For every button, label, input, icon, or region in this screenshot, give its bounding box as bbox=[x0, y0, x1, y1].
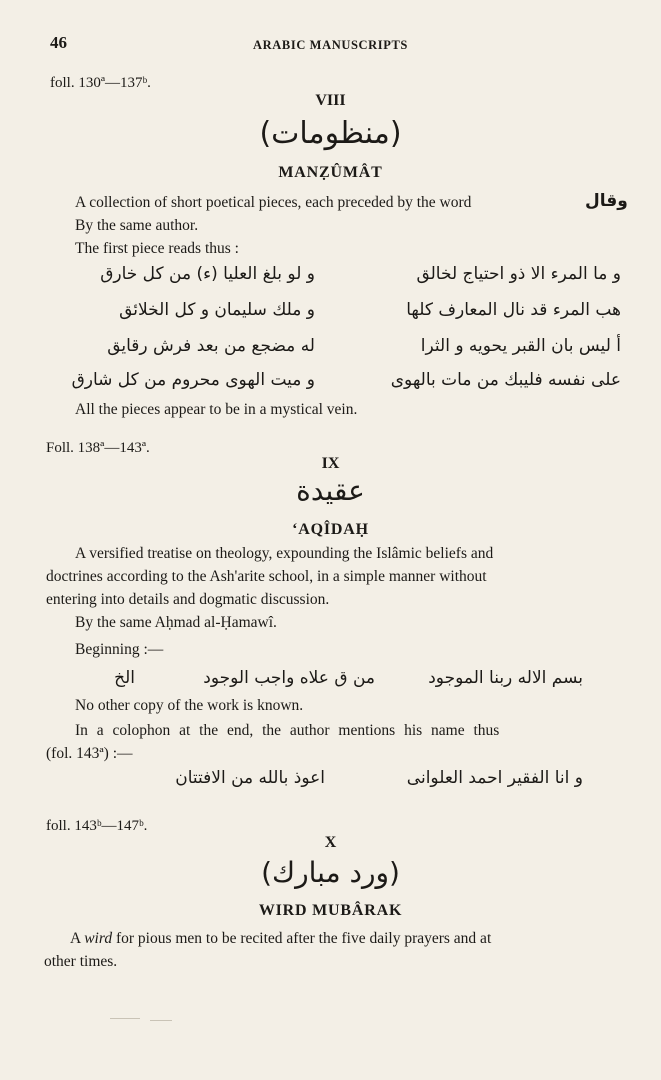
arabic-beginning-2: من ق علاه واجب الوجود bbox=[203, 668, 375, 688]
section-title-x: WIRD MUBÂRAK bbox=[258, 902, 403, 919]
body-line: A versified treatise on theology, expounding the Islâmic beliefs and bbox=[75, 545, 494, 562]
arabic-colophon-2: اعوذ بالله من الافتتان bbox=[175, 768, 325, 788]
body-text: for pious men to be recited after the five daily prayers and at bbox=[115, 930, 492, 947]
section-numeral-x: X bbox=[324, 834, 337, 851]
verse-right: هب المرء قد نال المعارف كلها bbox=[406, 300, 621, 320]
body-line: other times. bbox=[44, 953, 118, 970]
arabic-word-wa-qal: وقال bbox=[585, 191, 628, 211]
paper-smudge bbox=[150, 1020, 172, 1021]
body-line: No other copy of the work is known. bbox=[75, 697, 304, 714]
body-line: By the same Aḥmad al-Ḥamawî. bbox=[75, 614, 277, 631]
body-line-wird bbox=[70, 930, 491, 948]
section-numeral-ix: IX bbox=[321, 455, 340, 472]
body-line: entering into details and dogmatic discussion. bbox=[46, 591, 330, 608]
arabic-beginning-etc: الخ bbox=[114, 668, 135, 688]
body-line: By the same author. bbox=[75, 217, 199, 234]
italic-term: wird bbox=[84, 930, 113, 947]
arabic-title-viii: (منظومات) bbox=[259, 116, 402, 151]
page-number: 46 bbox=[50, 33, 67, 52]
body-line: (fol. 143ª) :— bbox=[46, 745, 133, 762]
body-line: doctrines according to the Ash'arite school, in a simple manner without bbox=[46, 568, 487, 585]
arabic-colophon-1: و انا الفقير احمد العلوانى bbox=[406, 768, 583, 788]
section-title-ix: ʻAQÎDAḤ bbox=[292, 521, 369, 538]
section-title-viii: MANẒÛMÂT bbox=[278, 164, 383, 181]
verse-left: و لو بلغ العليا (ء) من كل خارق bbox=[100, 264, 315, 284]
verse-right: و ما المرء الا ذو احتياج لخالق bbox=[416, 264, 621, 284]
verse-left: له مضجع من بعد فرش رقايق bbox=[107, 336, 315, 356]
verse-right: على نفسه فليبك من مات بالهوى bbox=[390, 370, 621, 390]
body-line: A collection of short poetical pieces, each preceded by the word bbox=[75, 194, 472, 211]
arabic-beginning-1: بسم الاله ربنا الموجود bbox=[428, 668, 583, 688]
body-text: A bbox=[70, 930, 81, 947]
arabic-title-ix: عقيدة bbox=[296, 474, 365, 507]
section-numeral-viii: VIII bbox=[315, 92, 346, 109]
folio-ref-x: foll. 143ᵇ—147ᵇ. bbox=[46, 818, 148, 834]
folio-ref-viii: foll. 130ª—137ᵇ. bbox=[50, 75, 151, 91]
verse-right: أ ليس بان القبر يحويه و الثرا bbox=[420, 336, 621, 356]
arabic-title-x: (ورد مبارك) bbox=[261, 856, 400, 889]
verse-left: و ملك سليمان و كل الخلائق bbox=[119, 300, 315, 320]
body-line: In a colophon at the end, the author mentions his name thus bbox=[75, 722, 500, 739]
folio-ref-ix: Foll. 138ª—143ª. bbox=[46, 440, 150, 456]
body-line: All the pieces appear to be in a mystical vein. bbox=[75, 401, 358, 418]
body-line: Beginning :— bbox=[75, 641, 164, 658]
running-head: ARABIC MANUSCRIPTS bbox=[253, 38, 408, 52]
paper-smudge bbox=[110, 1018, 140, 1019]
body-line: The first piece reads thus : bbox=[75, 240, 239, 257]
verse-left: و ميت الهوى محروم من كل شارق bbox=[71, 370, 315, 390]
